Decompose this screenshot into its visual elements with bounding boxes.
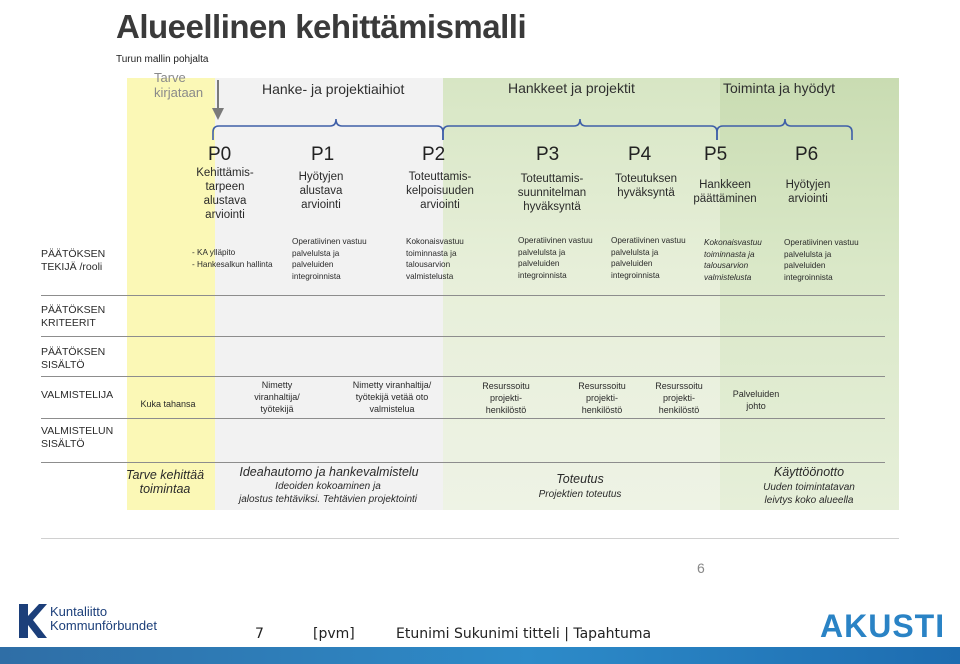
deployment-title: Käyttöönotto	[773, 465, 845, 479]
section-ideation-header: Hanke- ja projektiaihiot	[262, 81, 405, 97]
row-label-preparer: VALMISTELIJA	[41, 389, 114, 401]
ideation-title: Ideahautomo ja hankevalmistelu	[239, 465, 419, 479]
phase-p4: P4	[628, 144, 652, 165]
org-name: Kuntaliitto Kommunförbundet	[50, 604, 157, 633]
preparer-p5: Resurssoitu projekti- henkilöstö	[655, 381, 703, 415]
down-arrow-icon	[212, 80, 224, 120]
divider-line	[41, 336, 885, 337]
intake-note: Tarve kirjataan	[154, 70, 204, 100]
preparer-p2: Nimetty viranhaltija/ työtekijä vetää oto valmistelua	[352, 380, 432, 414]
phase-p1: P1	[311, 144, 335, 165]
slide-subtitle: Turun mallin pohjalta	[116, 54, 209, 65]
section-projects-header: Hankkeet ja projektit	[508, 80, 635, 96]
divider-line	[41, 538, 899, 539]
slide-title: Alueellinen kehittämismalli	[116, 8, 527, 45]
inner-page-number: 6	[697, 560, 705, 576]
preparer-p1: Nimetty viranhaltija/ työtekijä	[254, 380, 300, 414]
phase-p6: P6	[795, 144, 819, 165]
footer-bar	[0, 647, 960, 664]
deployment-subtitle: Uuden toimintatavan leivtys koko alueella	[763, 482, 855, 506]
row-label-decider: PÄÄTÖKSEN TEKIJÄ /rooli	[41, 248, 106, 273]
phase-p0-description: Kehittämis- tarpeen alustava arviointi	[196, 167, 254, 221]
phase-p4-description: Toteutuksen hyväksyntä	[614, 173, 677, 199]
role-p3: Operatiivinen vastuu palvelulsta ja palveluiden integroinnista	[518, 236, 593, 280]
preparer-p4: Resurssoitu projekti- henkilöstö	[578, 381, 626, 415]
divider-line	[41, 376, 885, 377]
row-label-prep-content: VALMISTELUN SISÄLTÖ	[41, 425, 114, 450]
phase-p5-description: Hankkeen päättäminen	[693, 179, 757, 205]
phase-p3-description: Toteuttamis- suunnitelman hyväksyntä	[517, 173, 587, 213]
footer-page-number: 7	[255, 626, 264, 642]
role-p4: Operatiivinen vastuu palvelulsta ja palveluiden integroinnista	[611, 236, 686, 280]
phase-p3: P3	[536, 144, 560, 165]
preparer-p3: Resurssoitu projekti- henkilöstö	[482, 381, 530, 415]
phase-p1-description: Hyötyjen alustava arviointi	[298, 171, 344, 211]
phase-p5: P5	[704, 144, 728, 165]
ideation-subtitle: Ideoiden kokoaminen ja jalostus tehtäviksi. Tehtävien projektointi	[238, 481, 418, 505]
footer-date: [pvm]	[313, 626, 355, 642]
phase-p2: P2	[422, 144, 446, 165]
footer-presenter: Etunimi Sukunimi titteli | Tapahtuma	[396, 626, 652, 642]
need-label: Tarve kehittää toimintaa	[125, 468, 205, 496]
role-p6: Operatiivinen vastuu palvelulsta ja palveluiden integroinnista	[784, 238, 859, 282]
phase-p6-description: Hyötyjen arviointi	[785, 179, 831, 205]
preparer-p6: Palveluiden johto	[732, 389, 780, 411]
section-operations-header: Toiminta ja hyödyt	[723, 80, 836, 96]
divider-line	[41, 418, 885, 419]
role-p0: - KA ylläpito - Hankesalkun hallinta	[192, 248, 273, 269]
kuntaliitto-logo-icon	[17, 602, 49, 640]
divider-line	[41, 462, 885, 463]
phase-p0: P0	[208, 144, 232, 165]
row-label-content: PÄÄTÖKSEN SISÄLTÖ	[41, 346, 106, 371]
role-p1: Operatiivinen vastuu palvelulsta ja palveluiden integroinnista	[292, 237, 367, 281]
row-label-criteria: PÄÄTÖKSEN KRITEERIT	[41, 304, 106, 329]
akusti-logo: AKUSTI	[820, 608, 946, 644]
phase-p2-description: Toteuttamis- kelpoisuuden arviointi	[406, 171, 474, 211]
implementation-title: Toteutus	[556, 472, 604, 486]
divider-line	[41, 295, 885, 296]
role-p5: Kokonaisvastuu toiminnasta ja talousarvion valmistelusta	[704, 238, 762, 282]
implementation-subtitle: Projektien toteutus	[538, 489, 622, 500]
role-p2: Kokonaisvastuu toiminnasta ja talousarvion valmistelusta	[406, 237, 464, 281]
preparer-p0: Kuka tahansa	[140, 399, 196, 409]
